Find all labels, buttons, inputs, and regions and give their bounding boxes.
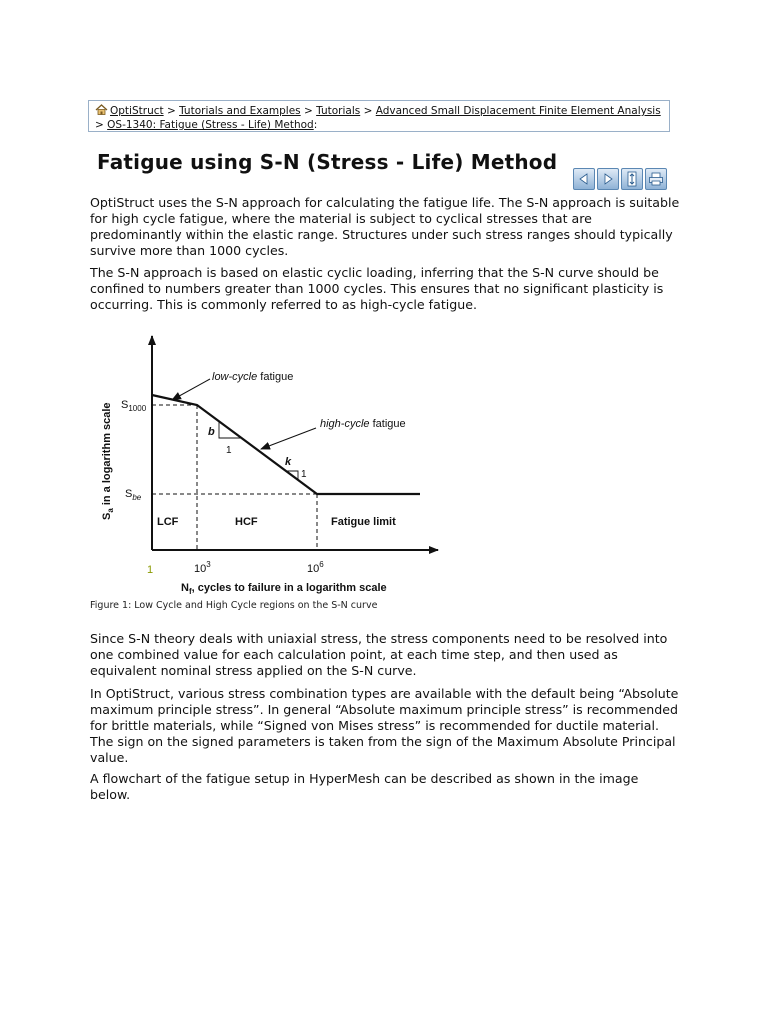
figure-caption: Figure 1: Low Cycle and High Cycle regions on the S-N curve xyxy=(90,600,378,611)
annotation-low-cycle xyxy=(212,371,293,383)
y-axis-label xyxy=(101,402,115,520)
breadcrumb-link-os-1340[interactable]: OS-1340: Fatigue (Stress - Life) Method xyxy=(107,119,314,131)
topic-navigation xyxy=(573,168,667,192)
slope-run-k: 1 xyxy=(301,469,307,480)
breadcrumb-link-tutorials-and-examples[interactable]: Tutorials and Examples xyxy=(179,105,301,117)
x-tick-1e3-base: 10 xyxy=(194,563,207,575)
breadcrumb-separator: > xyxy=(303,105,313,117)
x-axis-label-text: , cycles to failure in a logarithm scale xyxy=(191,582,387,594)
y-tick-sbe xyxy=(125,488,142,502)
sn-curve-line xyxy=(152,395,420,494)
x-tick-1e6-base: 10 xyxy=(307,563,320,575)
region-lcf: LCF xyxy=(157,516,179,528)
sn-approach-paragraph: The S-N approach is based on elastic cyclic loading, inferring that the S-N curve should be confined to numbers greater than 1000 cycles. This ensures that no significant plasticity is occurring. This is commonly referred to as high-cycle fatigue. xyxy=(90,265,664,312)
breadcrumb-suffix: : xyxy=(313,119,318,131)
low-cycle-arrow xyxy=(172,379,210,400)
y-tick-sbe-symbol: S xyxy=(125,488,133,500)
breadcrumb-link-tutorials[interactable]: Tutorials xyxy=(316,105,361,117)
x-tick-1e6 xyxy=(307,560,324,575)
x-tick-1e3-exponent: 3 xyxy=(206,560,211,569)
next-button[interactable] xyxy=(597,168,619,190)
x-tick-1e3 xyxy=(194,560,211,575)
slope-label-k: k xyxy=(285,456,292,468)
sn-theory-paragraph: Since S-N theory deals with uniaxial stress, the stress components need to be resolved into one combined value for each calculation point, at each time step, and then used as equivalent nominal stress applied on the S-N curve. xyxy=(90,631,668,678)
home-icon[interactable] xyxy=(95,104,108,115)
page-title: Fatigue using S-N (Stress - Life) Method xyxy=(97,150,558,174)
y-tick-s1000 xyxy=(121,399,147,413)
x-axis-label-subscript: f xyxy=(188,587,192,596)
breadcrumb-separator: > xyxy=(95,119,104,131)
annotation-high-cycle-italic: high-cycle xyxy=(320,418,370,430)
y-axis-label-symbol: S xyxy=(101,512,113,520)
breadcrumb-link-optistruct[interactable]: OptiStruct xyxy=(110,105,164,117)
x-tick-one: 1 xyxy=(147,564,154,576)
annotation-low-cycle-text: fatigue xyxy=(257,371,294,383)
annotation-low-cycle-italic: low-cycle xyxy=(212,371,258,383)
intro-paragraph: OptiStruct uses the S-N approach for calculating the fatigue life. The S-N approach is suitable for high cycle fatigue, where the material is subject to cyclical stresses that are predominantly within the elastic range. Structures under such stress ranges should typically survive more than 1000 cycles. xyxy=(90,195,680,258)
flowchart-paragraph: A flowchart of the fatigue setup in HyperMesh can be described as shown in the image below. xyxy=(90,771,639,802)
expand-button[interactable] xyxy=(621,168,643,190)
region-fatigue-limit: Fatigue limit xyxy=(331,516,396,528)
y-axis-label-subscript: a xyxy=(106,508,115,513)
region-hcf: HCF xyxy=(235,516,258,528)
slope-run-b: 1 xyxy=(226,445,232,456)
print-button[interactable] xyxy=(645,168,667,190)
stress-combination-paragraph: In OptiStruct, various stress combination types are available with the default being “Absolute maximum principle stress”. In general “Absolute maximum principle stress” is recommended for brittle materials, while “Signed von Mises stress” is recommended for ductile material. The sign on the signed parameters is taken from the sign of the Maximum Absolute Principal value. xyxy=(90,686,679,765)
y-tick-sbe-subscript: be xyxy=(132,493,142,502)
previous-button[interactable] xyxy=(573,168,595,190)
previous-icon xyxy=(577,172,591,186)
breadcrumb xyxy=(88,100,670,132)
breadcrumb-link-advanced-small-displacement[interactable]: Advanced Small Displacement Finite Element Analysis xyxy=(375,105,661,117)
x-axis-label-symbol: N xyxy=(181,582,189,594)
slope-label-b: b xyxy=(208,426,215,438)
breadcrumb-separator: > xyxy=(166,105,176,117)
x-tick-1e6-exponent: 6 xyxy=(319,560,324,569)
y-axis-label-text: in a logarithm scale xyxy=(101,402,113,509)
x-axis-label xyxy=(181,582,387,596)
annotation-high-cycle xyxy=(320,418,406,430)
next-icon xyxy=(601,172,615,186)
print-icon xyxy=(648,172,664,186)
sn-curve-diagram xyxy=(90,322,450,597)
breadcrumb-separator: > xyxy=(363,105,373,117)
sn-curve-figure xyxy=(90,322,450,597)
high-cycle-arrow xyxy=(261,428,316,449)
y-tick-s1000-subscript: 1000 xyxy=(128,404,147,413)
y-tick-s1000-symbol: S xyxy=(121,399,129,411)
expand-icon xyxy=(625,171,639,187)
annotation-high-cycle-text: fatigue xyxy=(369,418,406,430)
